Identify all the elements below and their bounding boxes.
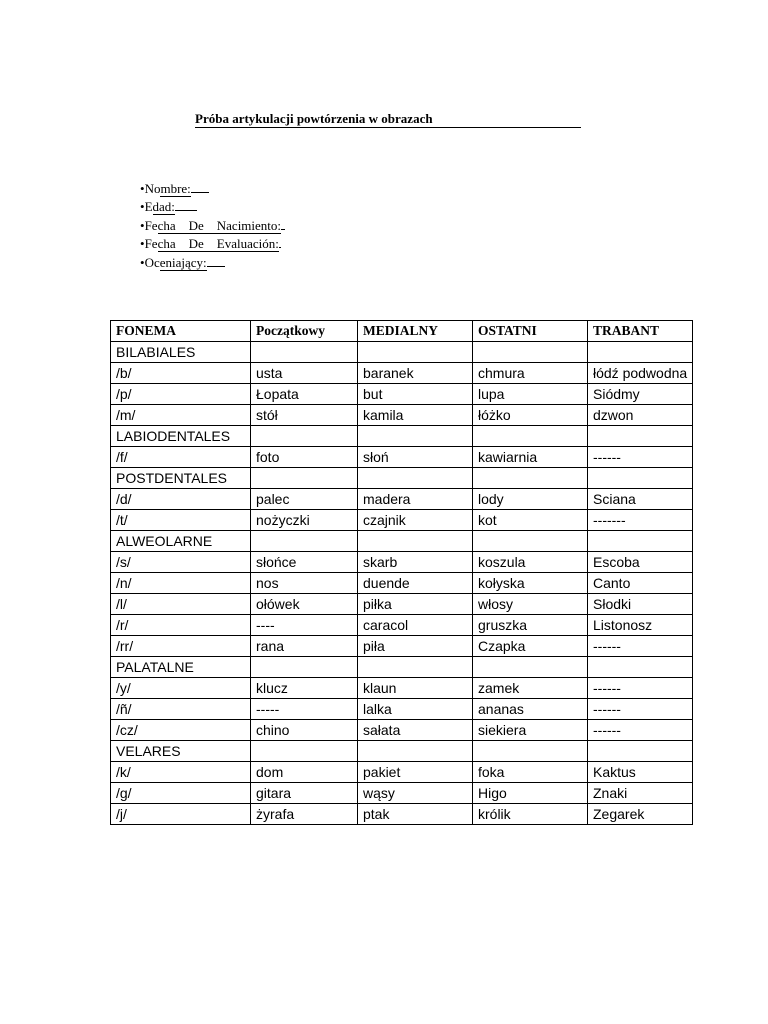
header-medialny: MEDIALNY xyxy=(358,321,473,342)
cell-poczatkowy xyxy=(251,657,358,678)
cell-trabant xyxy=(588,657,693,678)
cell-poczatkowy: dom xyxy=(251,762,358,783)
field-blank xyxy=(175,198,197,211)
cell-fonema: /cz/ xyxy=(111,720,251,741)
cell-medialny: but xyxy=(358,384,473,405)
cell-poczatkowy: usta xyxy=(251,363,358,384)
header-poczatkowy: Początkowy xyxy=(251,321,358,342)
cell-medialny: duende xyxy=(358,573,473,594)
cell-ostatni xyxy=(473,468,588,489)
cell-fonema: /l/ xyxy=(111,594,251,615)
field-edad xyxy=(140,198,285,216)
cell-fonema: /d/ xyxy=(111,489,251,510)
category-label: LABIODENTALES xyxy=(111,426,251,447)
table-row xyxy=(111,762,693,783)
cell-ostatni xyxy=(473,426,588,447)
cell-trabant: ------ xyxy=(588,720,693,741)
cell-trabant xyxy=(588,741,693,762)
field-fecha-evaluacion xyxy=(140,235,285,253)
cell-fonema: /f/ xyxy=(111,447,251,468)
cell-ostatni: foka xyxy=(473,762,588,783)
cell-ostatni xyxy=(473,531,588,552)
cell-medialny xyxy=(358,426,473,447)
patient-info-list xyxy=(140,180,285,272)
cell-trabant: Kaktus xyxy=(588,762,693,783)
cell-ostatni xyxy=(473,342,588,363)
table-row xyxy=(111,552,693,573)
cell-trabant: Canto xyxy=(588,573,693,594)
cell-poczatkowy: gitara xyxy=(251,783,358,804)
category-row xyxy=(111,657,693,678)
table-row xyxy=(111,720,693,741)
cell-fonema: /rr/ xyxy=(111,636,251,657)
table-body xyxy=(111,342,693,825)
cell-medialny: piła xyxy=(358,636,473,657)
cell-poczatkowy: słońce xyxy=(251,552,358,573)
field-fecha-nacimiento xyxy=(140,217,285,235)
cell-fonema: /n/ xyxy=(111,573,251,594)
table-row xyxy=(111,363,693,384)
cell-ostatni: chmura xyxy=(473,363,588,384)
cell-medialny: klaun xyxy=(358,678,473,699)
category-label: VELARES xyxy=(111,741,251,762)
cell-medialny: madera xyxy=(358,489,473,510)
field-nombre xyxy=(140,180,285,198)
cell-poczatkowy xyxy=(251,741,358,762)
cell-ostatni: kot xyxy=(473,510,588,531)
cell-ostatni: Higo xyxy=(473,783,588,804)
header-fonema: FONEMA xyxy=(111,321,251,342)
table-row xyxy=(111,447,693,468)
field-blank xyxy=(191,180,209,193)
field-bullet: • xyxy=(140,181,145,196)
cell-trabant xyxy=(588,531,693,552)
cell-ostatni: siekiera xyxy=(473,720,588,741)
cell-trabant xyxy=(588,468,693,489)
field-label-underlined: cha De Evaluación: xyxy=(157,236,279,252)
cell-trabant: Siódmy xyxy=(588,384,693,405)
cell-medialny xyxy=(358,342,473,363)
table-row xyxy=(111,384,693,405)
field-blank xyxy=(281,217,285,230)
field-bullet: • xyxy=(140,236,145,252)
cell-trabant: Słodki xyxy=(588,594,693,615)
cell-trabant: Listonosz xyxy=(588,615,693,636)
field-label-underlined: eniający: xyxy=(159,254,207,270)
table-header-row xyxy=(111,321,693,342)
cell-medialny: pakiet xyxy=(358,762,473,783)
cell-trabant: Sciana xyxy=(588,489,693,510)
cell-poczatkowy: żyrafa xyxy=(251,804,358,825)
cell-medialny: ptak xyxy=(358,804,473,825)
table-row xyxy=(111,678,693,699)
cell-poczatkowy xyxy=(251,531,358,552)
cell-ostatni: lody xyxy=(473,489,588,510)
header-ostatni: OSTATNI xyxy=(473,321,588,342)
cell-ostatni: łóżko xyxy=(473,405,588,426)
cell-ostatni: kołyska xyxy=(473,573,588,594)
field-blank xyxy=(207,254,225,267)
cell-fonema: /b/ xyxy=(111,363,251,384)
field-label-prefix: Fe xyxy=(144,217,158,233)
phoneme-table xyxy=(110,320,693,825)
table-row xyxy=(111,699,693,720)
cell-ostatni xyxy=(473,741,588,762)
category-label: BILABIALES xyxy=(111,342,251,363)
field-bullet: • xyxy=(140,199,145,215)
category-label: POSTDENTALES xyxy=(111,468,251,489)
cell-trabant xyxy=(588,426,693,447)
field-label-prefix: Fe xyxy=(144,236,158,252)
cell-poczatkowy: chino xyxy=(251,720,358,741)
cell-trabant: ------ xyxy=(588,678,693,699)
header-trabant: TRABANT xyxy=(588,321,693,342)
cell-trabant: łódź podwodna xyxy=(588,363,693,384)
cell-medialny xyxy=(358,468,473,489)
category-row xyxy=(111,342,693,363)
cell-trabant: ------ xyxy=(588,636,693,657)
cell-poczatkowy: stół xyxy=(251,405,358,426)
cell-poczatkowy: klucz xyxy=(251,678,358,699)
cell-trabant: ------- xyxy=(588,510,693,531)
cell-poczatkowy: Łopata xyxy=(251,384,358,405)
cell-fonema: /g/ xyxy=(111,783,251,804)
table-row xyxy=(111,489,693,510)
category-label: PALATALNE xyxy=(111,657,251,678)
cell-ostatni: włosy xyxy=(473,594,588,615)
cell-medialny: słoń xyxy=(358,447,473,468)
cell-ostatni: koszula xyxy=(473,552,588,573)
table-row xyxy=(111,615,693,636)
cell-medialny: kamila xyxy=(358,405,473,426)
field-label-underlined: cha De Nacimiento: xyxy=(157,217,282,233)
cell-medialny: caracol xyxy=(358,615,473,636)
table-row xyxy=(111,804,693,825)
cell-fonema: /r/ xyxy=(111,615,251,636)
cell-trabant: Escoba xyxy=(588,552,693,573)
cell-medialny: wąsy xyxy=(358,783,473,804)
field-label-prefix: E xyxy=(144,199,153,215)
cell-fonema: /t/ xyxy=(111,510,251,531)
cell-poczatkowy: ----- xyxy=(251,699,358,720)
field-label-prefix: Oc xyxy=(144,254,160,270)
cell-ostatni: królik xyxy=(473,804,588,825)
cell-fonema: /m/ xyxy=(111,405,251,426)
category-label: ALWEOLARNE xyxy=(111,531,251,552)
table-row xyxy=(111,573,693,594)
cell-fonema: /p/ xyxy=(111,384,251,405)
cell-medialny: skarb xyxy=(358,552,473,573)
field-oceniajacy xyxy=(140,254,285,272)
field-bullet: • xyxy=(140,217,145,233)
cell-ostatni: zamek xyxy=(473,678,588,699)
cell-ostatni xyxy=(473,657,588,678)
cell-fonema: /s/ xyxy=(111,552,251,573)
cell-poczatkowy: nożyczki xyxy=(251,510,358,531)
table-row xyxy=(111,783,693,804)
field-blank xyxy=(279,235,281,248)
cell-ostatni: Czapka xyxy=(473,636,588,657)
cell-medialny xyxy=(358,741,473,762)
table-row xyxy=(111,405,693,426)
cell-medialny: baranek xyxy=(358,363,473,384)
cell-medialny xyxy=(358,531,473,552)
cell-medialny xyxy=(358,657,473,678)
cell-poczatkowy: ołówek xyxy=(251,594,358,615)
field-label-prefix: No xyxy=(144,181,161,196)
cell-poczatkowy: ---- xyxy=(251,615,358,636)
cell-medialny: piłka xyxy=(358,594,473,615)
cell-poczatkowy: nos xyxy=(251,573,358,594)
cell-medialny: sałata xyxy=(358,720,473,741)
cell-trabant: dzwon xyxy=(588,405,693,426)
cell-medialny: czajnik xyxy=(358,510,473,531)
cell-poczatkowy xyxy=(251,426,358,447)
cell-trabant xyxy=(588,342,693,363)
cell-fonema: /k/ xyxy=(111,762,251,783)
cell-ostatni: kawiarnia xyxy=(473,447,588,468)
field-label-underlined: dad: xyxy=(152,199,175,215)
document-title: Próba artykulacji powtórzenia w obrazach xyxy=(195,111,581,128)
cell-trabant: ------ xyxy=(588,699,693,720)
field-label-underlined: mbre: xyxy=(160,181,191,196)
cell-fonema: /ñ/ xyxy=(111,699,251,720)
category-row xyxy=(111,468,693,489)
category-row xyxy=(111,741,693,762)
cell-trabant: ------ xyxy=(588,447,693,468)
table-row xyxy=(111,636,693,657)
table-row xyxy=(111,594,693,615)
cell-trabant: Zegarek xyxy=(588,804,693,825)
category-row xyxy=(111,426,693,447)
field-bullet: • xyxy=(140,254,145,270)
cell-trabant: Znaki xyxy=(588,783,693,804)
cell-ostatni: ananas xyxy=(473,699,588,720)
cell-poczatkowy: rana xyxy=(251,636,358,657)
category-row xyxy=(111,531,693,552)
cell-poczatkowy: palec xyxy=(251,489,358,510)
cell-poczatkowy: foto xyxy=(251,447,358,468)
cell-fonema: /j/ xyxy=(111,804,251,825)
cell-poczatkowy xyxy=(251,468,358,489)
cell-medialny: lalka xyxy=(358,699,473,720)
cell-ostatni: lupa xyxy=(473,384,588,405)
table-row xyxy=(111,510,693,531)
cell-ostatni: gruszka xyxy=(473,615,588,636)
cell-fonema: /y/ xyxy=(111,678,251,699)
cell-poczatkowy xyxy=(251,342,358,363)
